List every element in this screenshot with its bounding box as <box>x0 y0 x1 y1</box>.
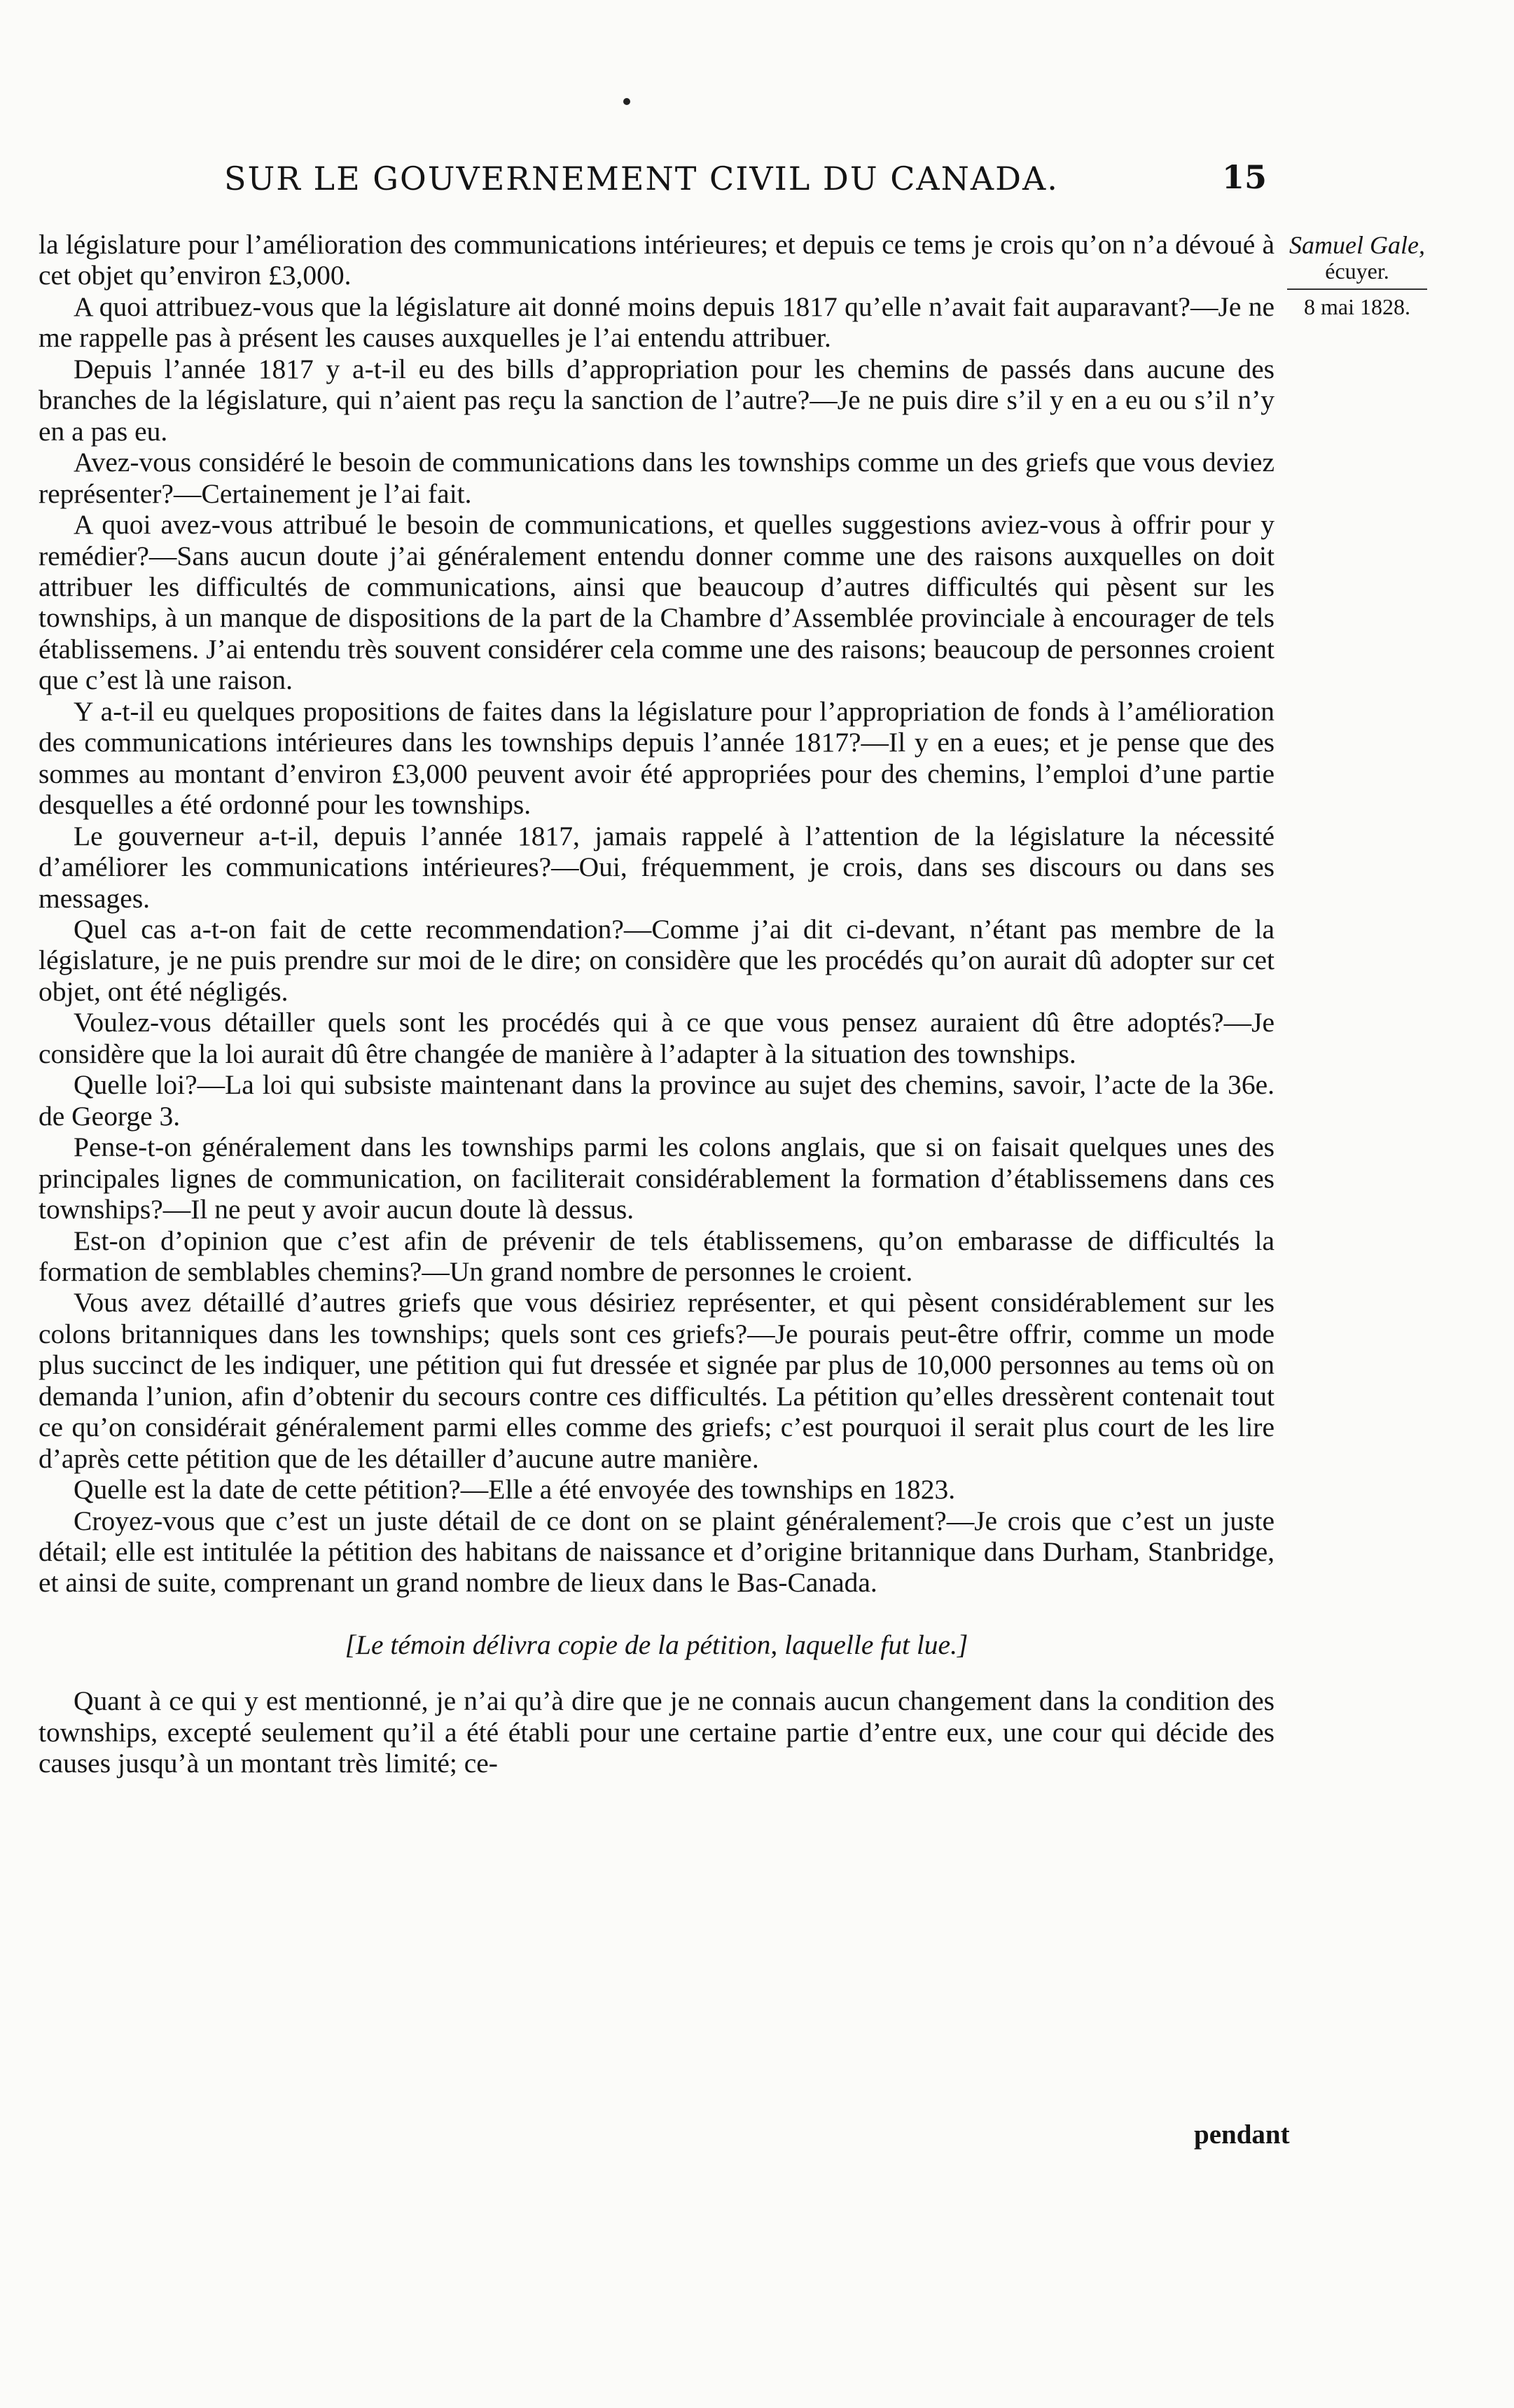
paragraph: Pense-t-on généralement dans les townships parmi les colons anglais, que si on faisait quelques unes des principales lignes de communication, on faciliterait considérablement la formation d’établissemens dans ces townships?—Il ne peut y avoir aucun doute là dessus. <box>39 1132 1275 1225</box>
running-title: SUR LE GOUVERNEMENT CIVIL DU CANADA. <box>224 160 1059 197</box>
paragraph: Y a-t-il eu quelques propositions de faites dans la législature pour l’appropriation de fonds à l’amélioration des communications intérieures dans les townships depuis l’année 1817?—Il y en a eues; et je pense que des sommes au montant d’environ £3,000 peuvent avoir été appropriées pour des chemins, l’emploi d’une partie desquelles a été ordonné pour les townships. <box>39 695 1275 821</box>
testimony-date: 8 mai 1828. <box>1304 294 1410 319</box>
witness-name: Samuel Gale, <box>1289 231 1425 259</box>
paragraph: Avez-vous considéré le besoin de communications dans les townships comme un des griefs que vous deviez représenter?—Certainement je l’ai fait. <box>39 447 1275 509</box>
caption: [Le témoin délivra copie de la pétition, laquelle fut lue.] <box>345 1629 968 1660</box>
paragraph: A quoi attribuez-vous que la législature ait donné moins depuis 1817 qu’elle n’avait fait auparavant?—Je ne me rappelle pas à présent les causes auxquelles je l’ai entendu attribuer. <box>39 291 1275 354</box>
final-paragraph: Quant à ce qui y est mentionné, je n’ai qu’à dire que je ne connais aucun changement dans la condition des townships, excepté seulement qu’il a été établi pour une certaine partie d’entre eux, une cour qui décide des causes jusqu’à un montant très limité; ce- <box>39 1685 1275 1779</box>
paragraph: Quelle est la date de cette pétition?—Elle a été envoyée des townships en 1823. <box>74 1474 956 1505</box>
paragraph: Quelle loi?—La loi qui subsiste maintenant dans la province au sujet des chemins, savoir, l’acte de la 36e. de George 3. <box>39 1069 1275 1132</box>
margin-note <box>1280 231 1434 319</box>
paragraph: la législature pour l’amélioration des communications intérieures; et depuis ce tems je crois qu’on n’a dévoué à cet objet qu’environ £3,000. <box>39 229 1275 291</box>
paragraph: Voulez-vous détailler quels sont les procédés qui à ce que vous pensez auraient dû être adoptés?—Je considère que la loi aurait dû être changée de manière à l’adapter à la situation des townships. <box>39 1007 1275 1069</box>
margin-rule <box>1287 288 1427 290</box>
paragraph: Le gouverneur a-t-il, depuis l’année 1817, jamais rappelé à l’attention de la législature la nécessité d’améliorer les communications intérieures?—Oui, fréquemment, je crois, dans ses discours ou dans ses messages. <box>39 820 1275 914</box>
paragraph: Vous avez détaillé d’autres griefs que vous désiriez représenter, et qui pèsent considérablement sur les colons britanniques dans les townships; quels sont ces griefs?—Je pourais peut-être offrir, comme un mode plus succinct de les indiquer, une pétition qui fut dressée et signée par plus de 10,000 personnes au tems où on demanda l’union, afin d’obtenir du secours contre ces difficultés. La pétition qu’elles dressèrent contenait tout ce qu’on considérait généralement parmi elles comme des griefs; c’est pourquoi il serait plus court de les lire d’après cette pétition que de les détailler d’aucune autre manière. <box>39 1287 1275 1474</box>
paragraph: Quel cas a-t-on fait de cette recommendation?—Comme j’ai dit ci-devant, n’étant pas membre de la législature, je ne puis prendre sur moi de le dire; on considère que les procédés qu’on aurait dû adopter sur cet objet, ont été négligés. <box>39 913 1275 1007</box>
paragraph: A quoi avez-vous attribué le besoin de communications, et quelles suggestions aviez-vous à offrir pour y remédier?—Sans aucun doute j’ai généralement entendu donner comme une des raisons auxquelles on doit attribuer les difficultés de communications, ainsi que beaucoup d’autres difficultés qui pèsent sur les townships, à un manque de dispositions de la part de la Chambre d’Assemblée provinciale à encourager de tels établissemens. J’ai entendu très souvent considérer cela comme une des raisons; beaucoup de personnes croient que c’est là une raison. <box>39 509 1275 696</box>
body-text <box>39 229 1275 1779</box>
catchword: pendant <box>1194 2120 1290 2150</box>
page-number: 15 <box>1222 158 1268 196</box>
paragraph: Depuis l’année 1817 y a-t-il eu des bills d’appropriation pour les chemins de passés dans aucune des branches de la législature, qui n’aient pas reçu la sanction de l’autre?—Je ne puis dire s’il y en a eu ou s’il n’y en a pas eu. <box>39 353 1275 447</box>
witness-title: écuyer. <box>1325 258 1389 284</box>
paragraph: Est-on d’opinion que c’est afin de prévenir de tels établissemens, qu’on embarasse de difficultés la formation de semblables chemins?—Un grand nombre de personnes le croient. <box>39 1225 1275 1287</box>
paragraph: Croyez-vous que c’est un juste détail de ce dont on se plaint généralement?—Je crois que c’est un juste détail; elle est intitulée la pétition des habitans de naissance et d’origine britannique dans Durham, Stanbridge, et ainsi de suite, comprenant un grand nombre de lieux dans le Bas-Canada. <box>39 1505 1275 1599</box>
ink-dot <box>623 98 630 105</box>
